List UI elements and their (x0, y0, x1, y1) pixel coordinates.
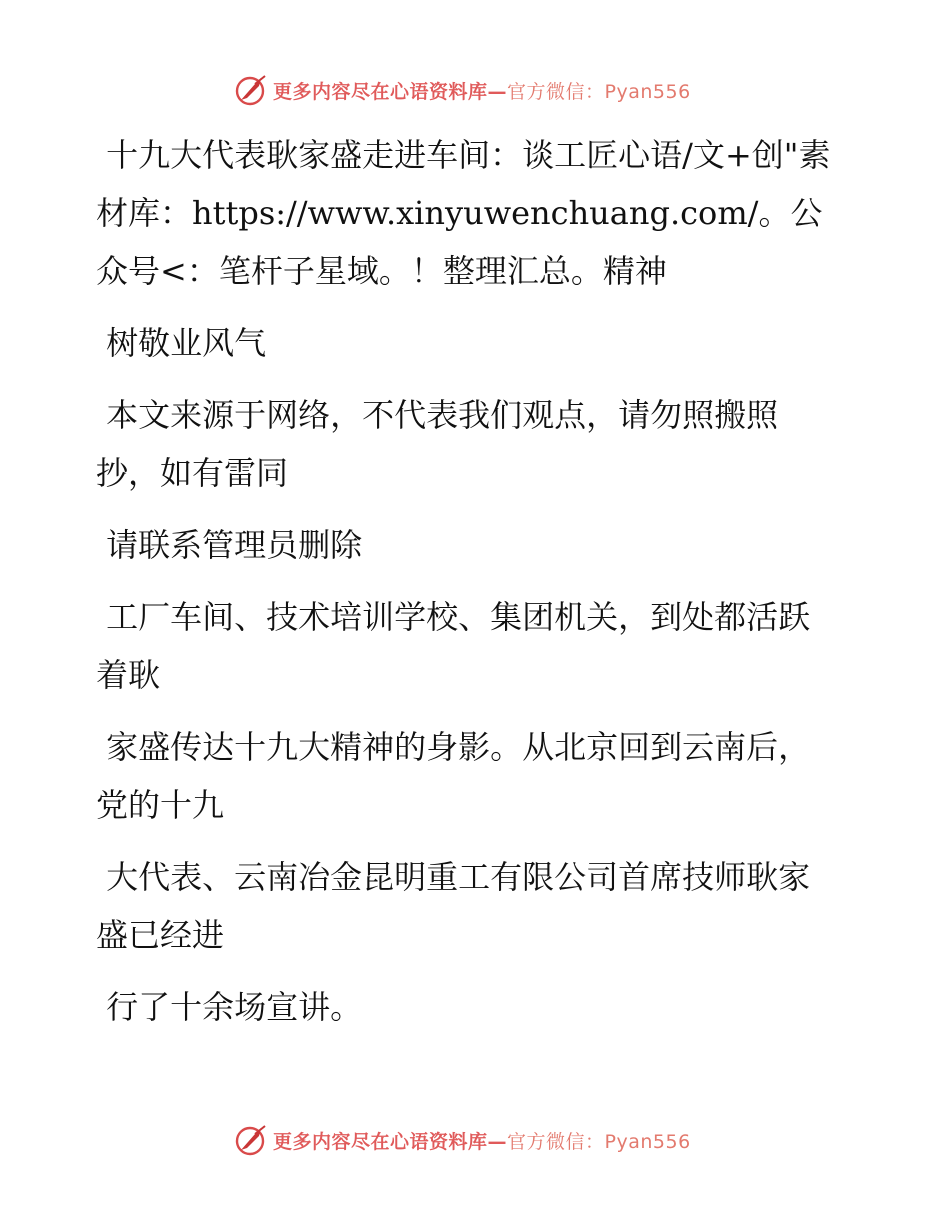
paragraph-8: 行了十余场宣讲。 (96, 988, 363, 1026)
document-body (96, 126, 836, 1050)
paragraph-3: 本文来源于网络，不代表我们观点，请勿照搬照抄，如有雷同 (96, 396, 779, 492)
quill-pen-logo-icon (235, 1124, 269, 1156)
footer-banner-content (235, 1124, 691, 1156)
paragraph-1: 十九大代表耿家盛走进车间：谈工匠心语/文+创"素材库：https://www.xinyuwenchuang.com/。公众号<：笔杆子星域。！整理汇总。精神 (96, 136, 831, 290)
paragraph-4: 请联系管理员删除 (96, 526, 363, 564)
paragraph-6: 家盛传达十九大精神的身影。从北京回到云南后，党的十九 (96, 728, 811, 824)
paragraph-7: 大代表、云南冶金昆明重工有限公司首席技师耿家盛已经进 (96, 858, 811, 954)
footer-banner (0, 1120, 950, 1160)
quill-pen-logo-icon (235, 74, 269, 106)
header-banner-content (235, 74, 691, 106)
header-banner-text: 更多内容尽在心语资料库—官方微信：Pyan556 (273, 80, 691, 103)
footer-banner-text: 更多内容尽在心语资料库—官方微信：Pyan556 (273, 1130, 691, 1153)
header-banner (0, 70, 950, 110)
paragraph-2: 树敬业风气 (96, 324, 267, 362)
paragraph-5: 工厂车间、技术培训学校、集团机关，到处都活跃着耿 (96, 598, 811, 694)
